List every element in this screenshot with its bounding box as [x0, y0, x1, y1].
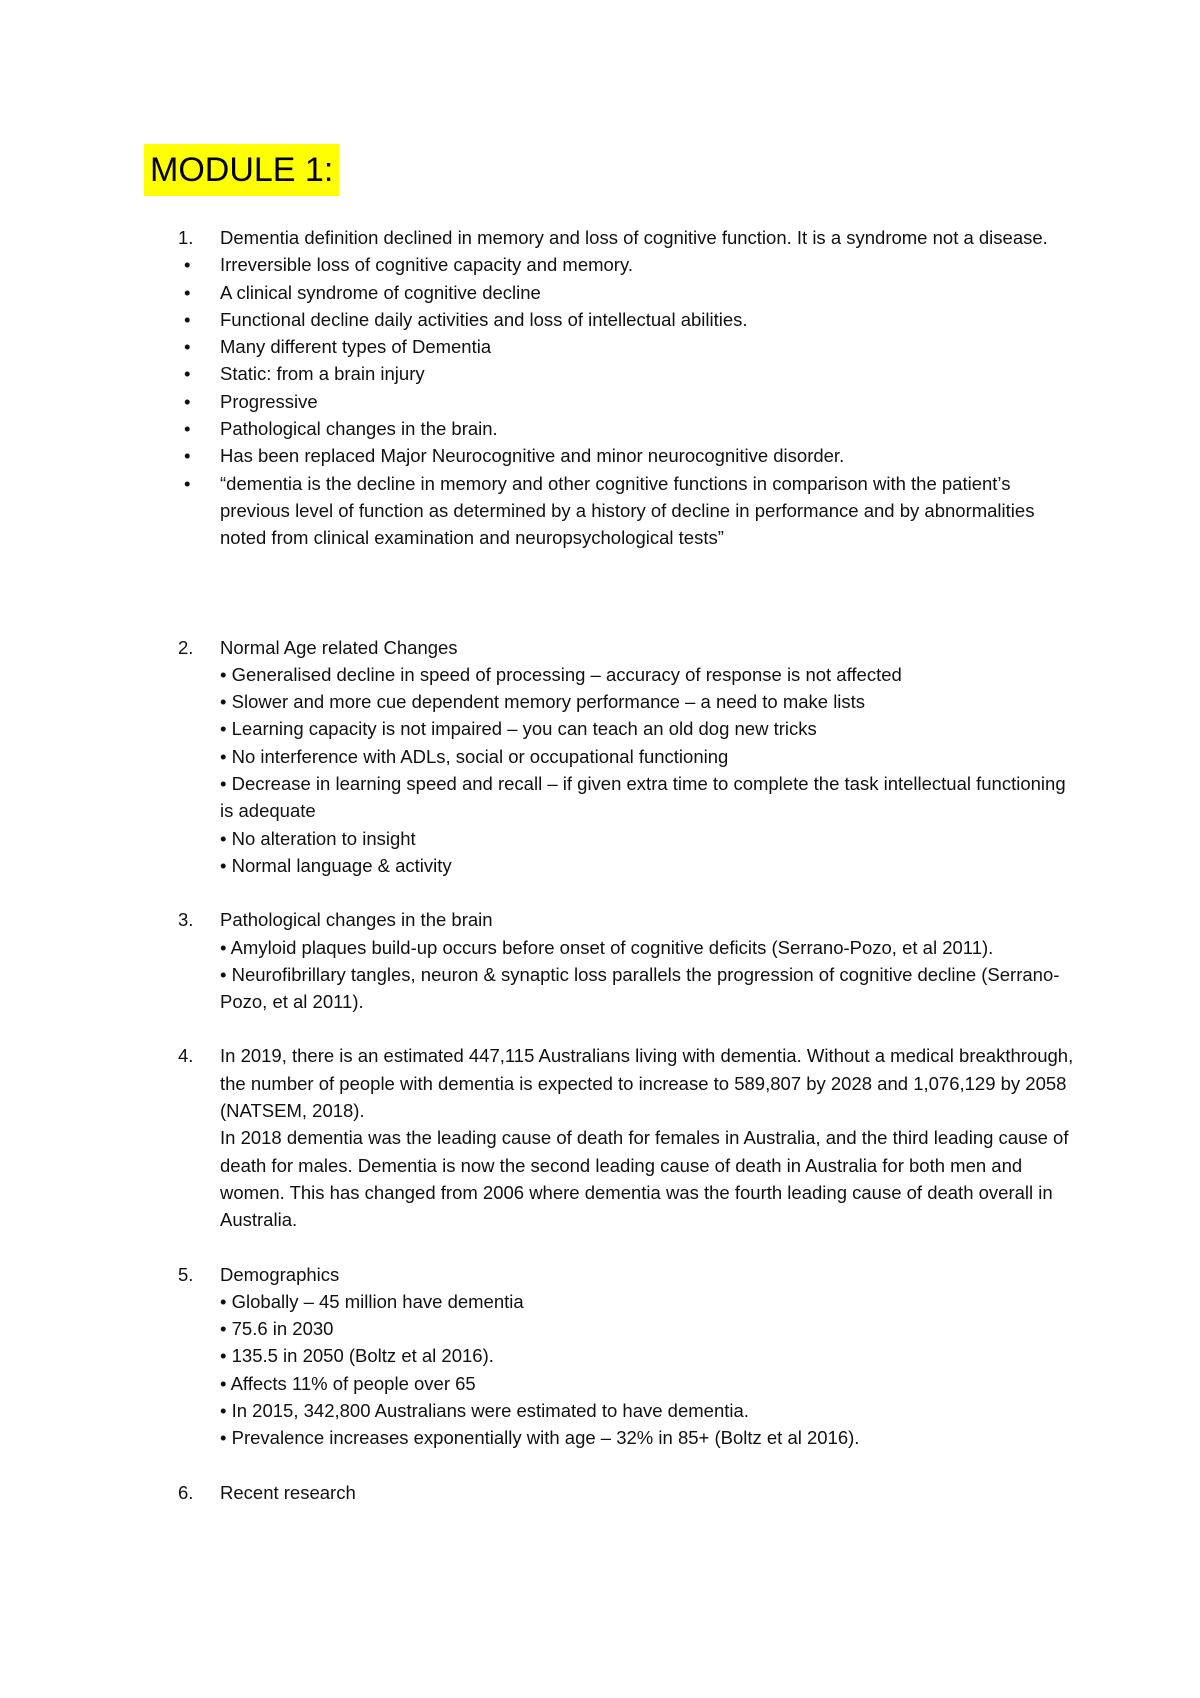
section-number: 3. — [178, 909, 194, 931]
bullet-item: • “dementia is the decline in memory and other cognitive functions in comparison with the patient’s previous level of function as determined by a history of decline in performance and by abnormalities noted from clinical examination and neuropsychological tests” — [178, 470, 1078, 552]
section-3 — [178, 906, 1078, 1015]
document-body — [178, 224, 1078, 1506]
section-line: • Learning capacity is not impaired – you can teach an old dog new tricks — [220, 718, 817, 740]
section-line: • Prevalence increases exponentially with age – 32% in 85+ (Boltz et al 2016). — [220, 1427, 860, 1449]
section-line: • Slower and more cue dependent memory performance – a need to make lists — [220, 691, 866, 713]
section-heading: Demographics — [220, 1263, 340, 1285]
section-paragraph: In 2019, there is an estimated 447,115 Australians living with dementia. Without a medical breakthrough, the number of people with dementia is expected to increase to 589,807 by 2028 and 1,076,129 by 2058 (NATSEM, 2018). — [220, 1045, 1074, 1122]
section-line: • Normal language & activity — [220, 854, 452, 876]
section-line: • Generalised decline in speed of processing – accuracy of response is not affected — [220, 663, 902, 685]
section-1-bullet-list — [178, 251, 1078, 551]
bullet-item: • A clinical syndrome of cognitive decline — [178, 279, 1078, 306]
section-line: • 75.6 in 2030 — [220, 1318, 334, 1340]
module-title: MODULE 1: — [144, 144, 339, 196]
section-2 — [178, 634, 1078, 880]
bullet-item: • Progressive — [178, 388, 1078, 415]
section-heading: Normal Age related Changes — [220, 636, 458, 658]
section-6 — [178, 1479, 1078, 1506]
section-4 — [178, 1042, 1078, 1233]
bullet-item: • Functional decline daily activities and loss of intellectual abilities. — [178, 306, 1078, 333]
section-number: 4. — [178, 1045, 194, 1067]
section-line: • Neurofibrillary tangles, neuron & synaptic loss parallels the progression of cognitive decline (Serrano-Pozo, et al 2011). — [220, 963, 1060, 1013]
section-number: 6. — [178, 1481, 194, 1503]
section-line: • Amyloid plaques build-up occurs before onset of cognitive deficits (Serrano-Pozo, et al 2011). — [220, 936, 994, 958]
section-line: • Globally – 45 million have dementia — [220, 1290, 524, 1312]
section-number: 2. — [178, 636, 194, 658]
section-1 — [178, 224, 1078, 251]
section-heading: Pathological changes in the brain — [220, 909, 493, 931]
section-line: • 135.5 in 2050 (Boltz et al 2016). — [220, 1345, 494, 1367]
bullet-item: • Pathological changes in the brain. — [178, 415, 1078, 442]
bullet-item: • Irreversible loss of cognitive capacity and memory. — [178, 251, 1078, 278]
section-paragraph: In 2018 dementia was the leading cause of death for females in Australia, and the third leading cause of death for males. Dementia is now the second leading cause of death in Australia for both men and women. This has changed from 2006 where dementia was the fourth leading cause of death overall in Australia. — [220, 1127, 1069, 1231]
bullet-item: • Static: from a brain injury — [178, 360, 1078, 387]
bullet-item: • Has been replaced Major Neurocognitive and minor neurocognitive disorder. — [178, 442, 1078, 469]
section-line: • Affects 11% of people over 65 — [220, 1372, 476, 1394]
section-line: • Decrease in learning speed and recall – if given extra time to complete the task intellectual functioning is adequate — [220, 773, 1066, 822]
section-line: • No interference with ADLs, social or occupational functioning — [220, 745, 729, 767]
bullet-item: • Many different types of Dementia — [178, 333, 1078, 360]
section-number: 5. — [178, 1263, 194, 1285]
section-5 — [178, 1261, 1078, 1452]
section-1-text: Dementia definition declined in memory and loss of cognitive function. It is a syndrome not a disease. — [220, 227, 1048, 248]
section-line: • No alteration to insight — [220, 827, 416, 849]
section-heading: Recent research — [220, 1481, 356, 1503]
section-number: 1. — [178, 227, 194, 248]
section-line: • In 2015, 342,800 Australians were estimated to have dementia. — [220, 1399, 749, 1421]
